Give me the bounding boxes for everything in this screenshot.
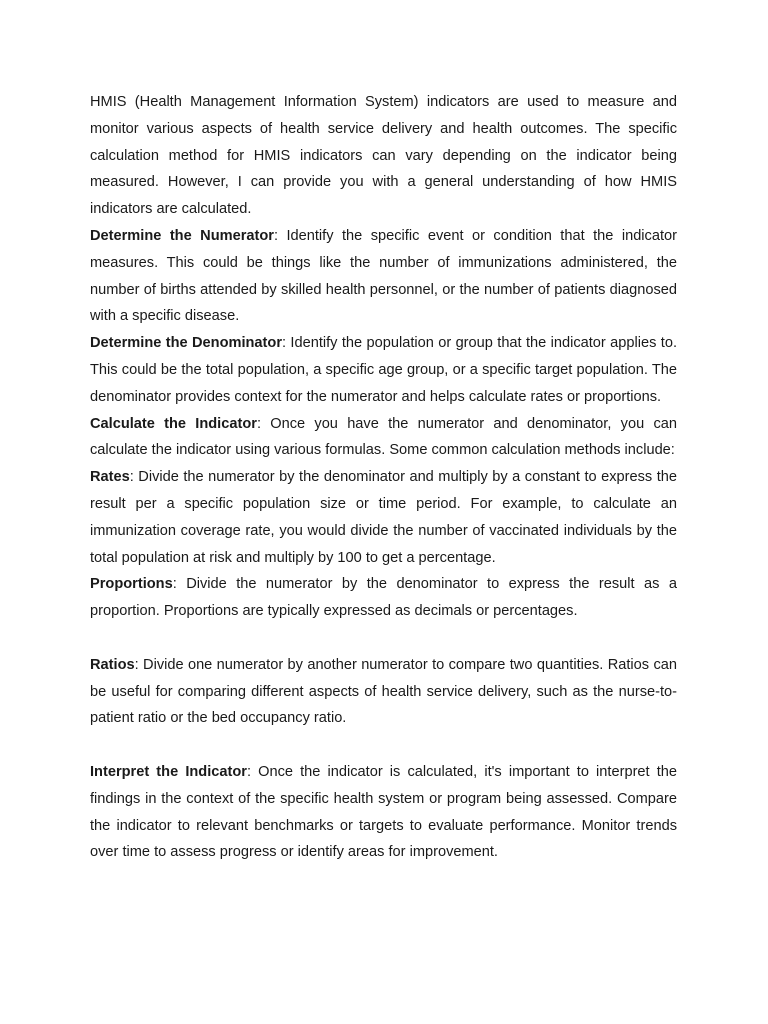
denominator-paragraph	[90, 330, 677, 410]
interpret-paragraph	[90, 759, 677, 866]
denominator-term: Determine the Denominator	[90, 335, 282, 352]
rates-text: : Divide the numerator by the denominator and multiply by a constant to express the result per a specific population size or time period. For example, to calculate an immunization coverage rate, you would divide the number of vaccinated individuals by the total population at risk and multiply by 100 to get a percentage.	[90, 469, 677, 566]
interpret-text: : Once the indicator is calculated, it's important to interpret the findings in the context of the specific health system or program being assessed. Compare the indicator to relevant benchmarks or targets to evaluate performance. Monitor trends over time to assess progress or identify areas for improvement.	[90, 763, 677, 861]
ratios-term: Ratios	[90, 656, 135, 673]
calculate-term: Calculate the Indicator	[90, 415, 257, 432]
interpret-term: Interpret the Indicator	[90, 763, 247, 780]
numerator-text: : Identify the specific event or condition that the indicator measures. This could be things like the number of immunizations administered, the number of births attended by skilled health personnel, or the number of patients diagnosed with a specific disease.	[90, 227, 677, 325]
document-body	[90, 89, 677, 866]
proportions-paragraph	[90, 571, 677, 625]
calculate-text: : Once you have the numerator and denominator, you can calculate the indicator using various formulas. Some common calculation methods include:	[90, 415, 677, 459]
proportions-text: : Divide the numerator by the denominator to express the result as a proportion. Proportions are typically expressed as decimals or percentages.	[90, 576, 677, 620]
rates-term: Rates	[90, 469, 130, 486]
denominator-text: : Identify the population or group that the indicator applies to. This could be the total population, a specific age group, or a specific target population. The denominator provides context for the numerator and helps calculate rates or proportions.	[90, 335, 677, 405]
intro-paragraph: HMIS (Health Management Information System) indicators are used to measure and monitor various aspects of health service delivery and health outcomes. The specific calculation method for HMIS indicators can vary depending on the indicator being measured. However, I can provide you with a general understanding of how HMIS indicators are calculated.	[90, 94, 677, 218]
ratios-paragraph	[90, 652, 677, 732]
calculate-paragraph	[90, 411, 677, 465]
rates-paragraph	[90, 464, 677, 571]
numerator-paragraph	[90, 223, 677, 330]
numerator-term: Determine the Numerator	[90, 227, 274, 244]
ratios-text: : Divide one numerator by another numerator to compare two quantities. Ratios can be useful for comparing different aspects of health service delivery, such as the nurse-to-patient ratio or the bed occupancy ratio.	[90, 656, 677, 727]
proportions-term: Proportions	[90, 576, 173, 593]
